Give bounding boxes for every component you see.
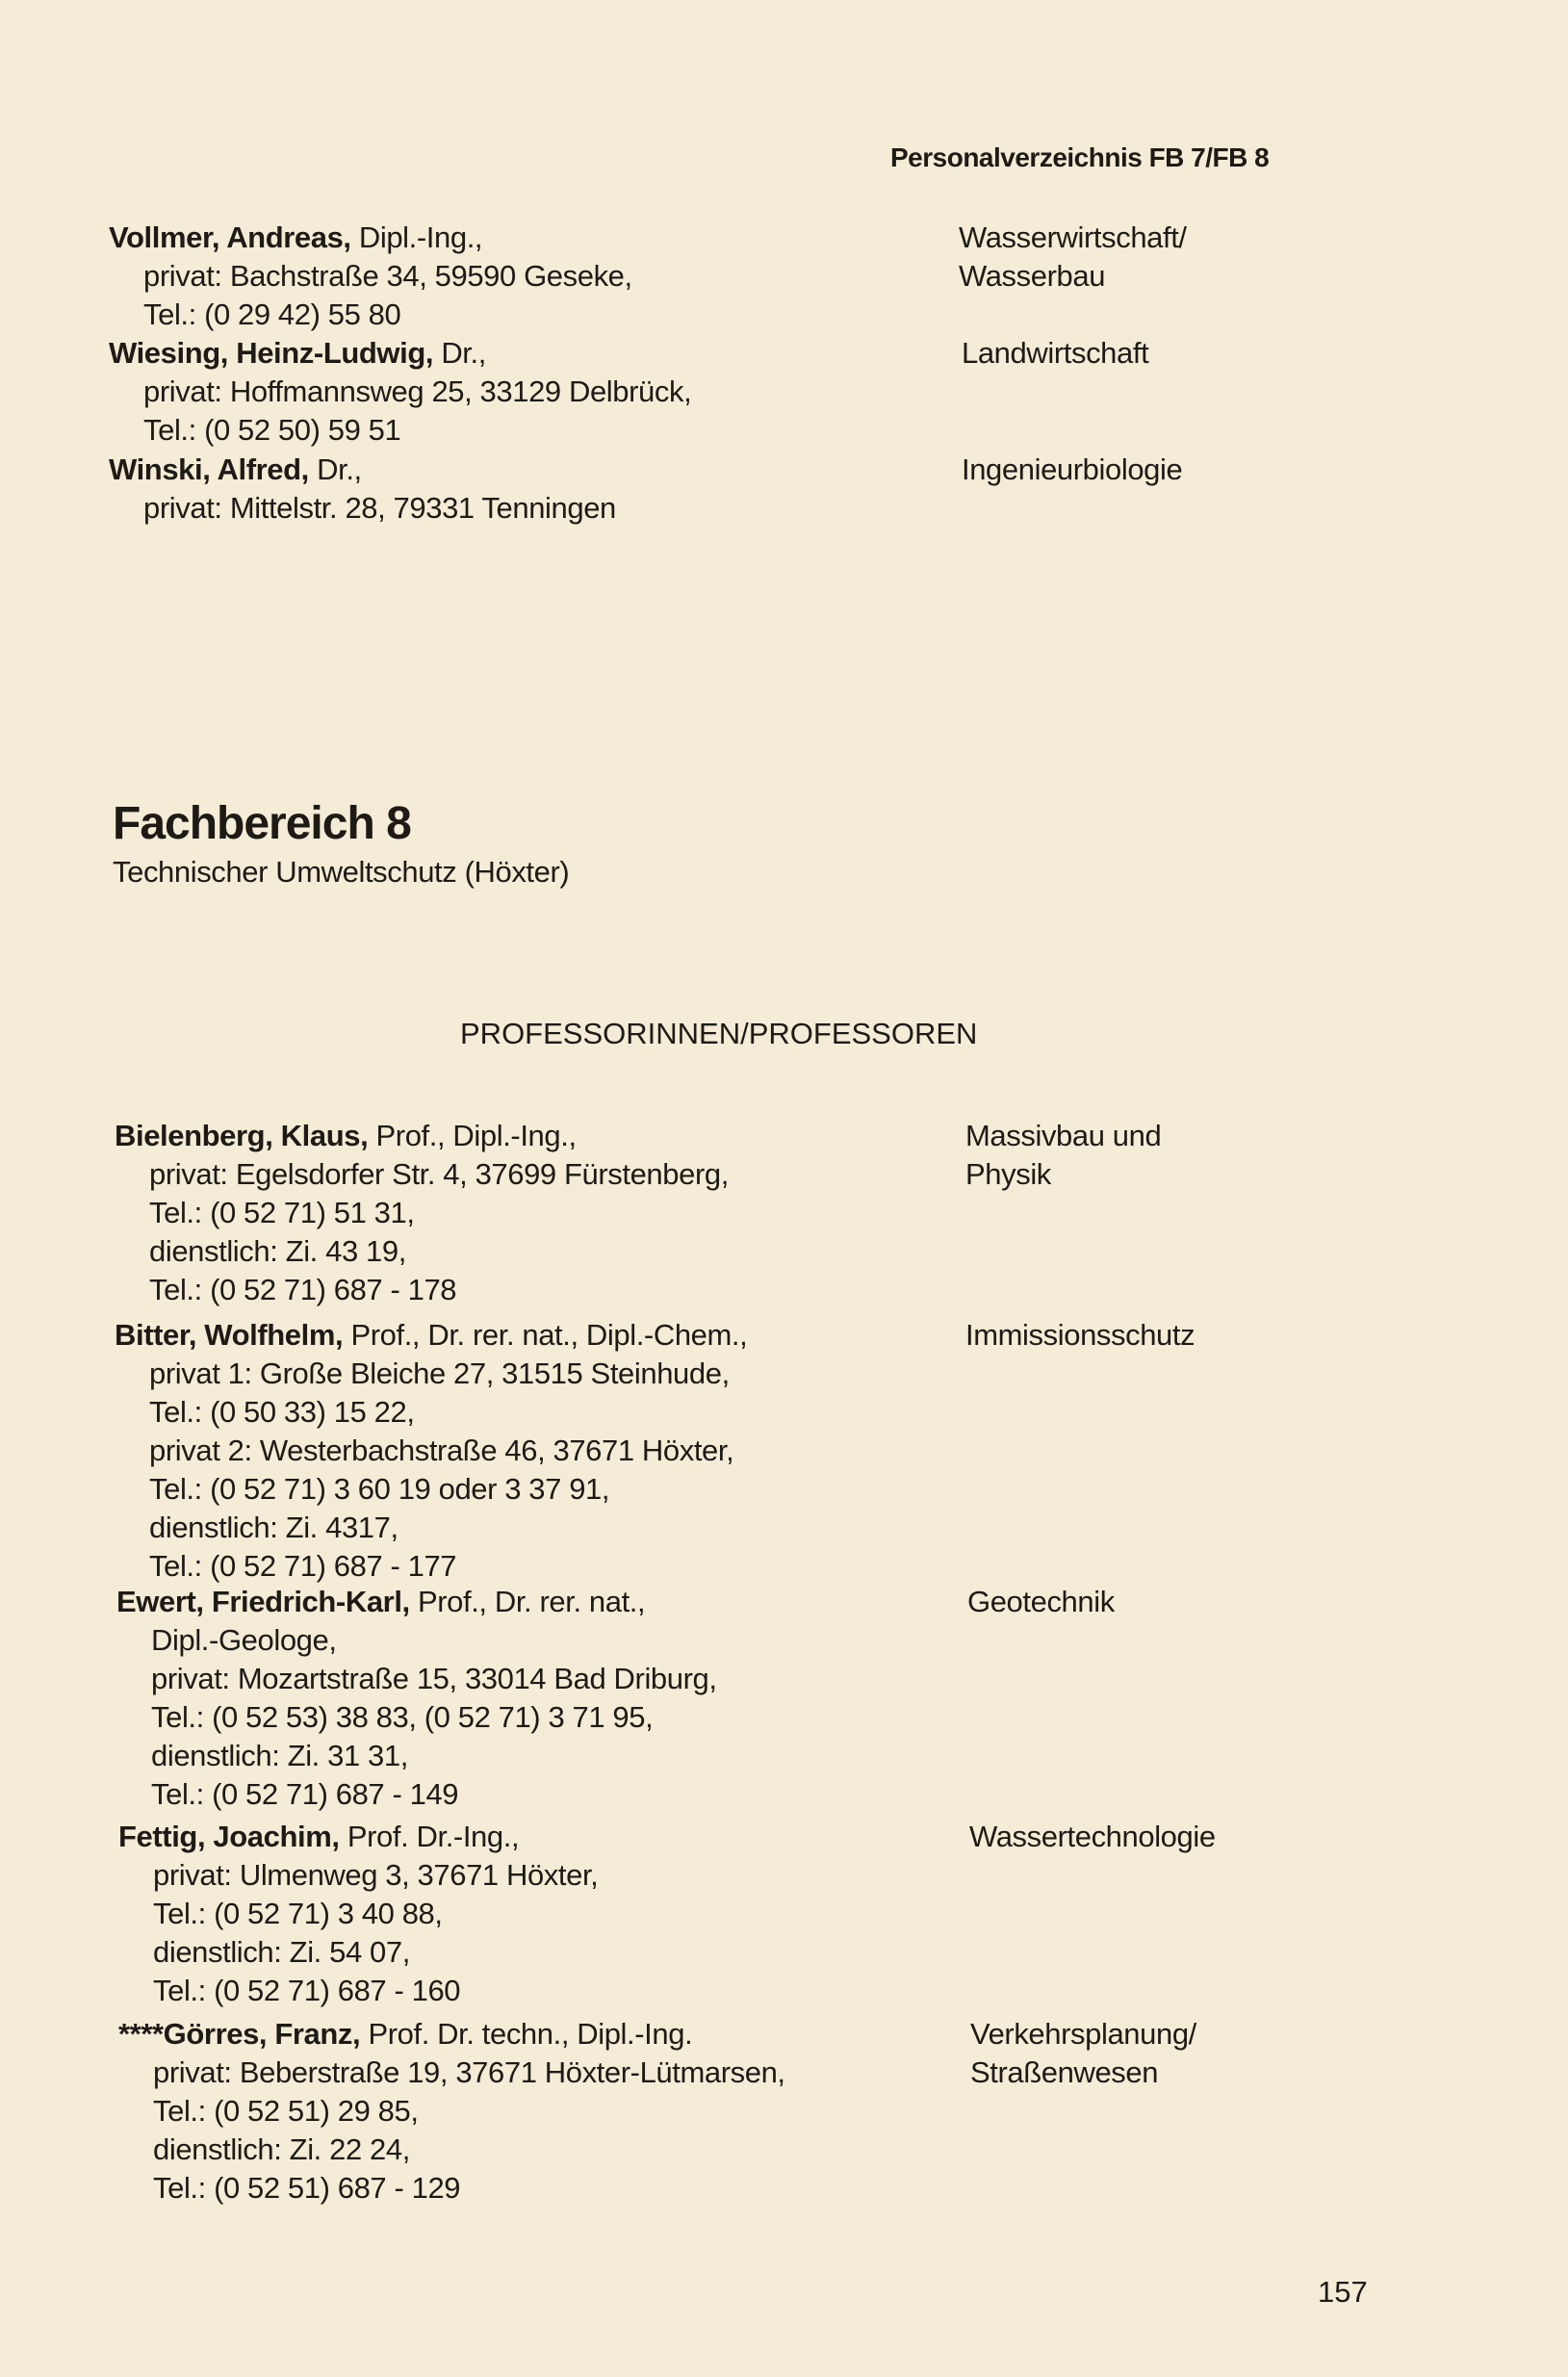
page-number: 157	[1318, 2275, 1368, 2309]
entry-name-line: Ewert, Friedrich-Karl, Prof., Dr. rer. nat.,	[116, 1585, 646, 1618]
entry-line: privat: Beberstraße 19, 37671 Höxter-Lütmarsen,	[153, 2055, 785, 2089]
entry-field-line: Verkehrsplanung/	[970, 2017, 1196, 2051]
entry-line: Tel.: (0 52 71) 3 60 19 oder 3 37 91,	[149, 1472, 610, 1506]
entry-given-name: Klaus,	[280, 1119, 369, 1152]
entry-address-block	[115, 1316, 747, 1586]
entry-field	[959, 219, 1187, 296]
entry-field	[962, 334, 1148, 373]
entry-line: dienstlich: Zi. 43 19,	[149, 1234, 406, 1268]
entry-line: dienstlich: Zi. 4317,	[149, 1511, 398, 1544]
entry-line: dienstlich: Zi. 31 31,	[151, 1739, 408, 1772]
entry-prefix: ****	[118, 2017, 164, 2051]
entry-address-block	[109, 219, 632, 334]
entry-line: privat: Mittelstr. 28, 79331 Tenningen	[143, 491, 616, 525]
entry-name-line: Bielenberg, Klaus, Prof., Dipl.-Ing.,	[115, 1119, 577, 1152]
entry-title: Dr.,	[433, 336, 486, 370]
entry-line: dienstlich: Zi. 54 07,	[153, 1935, 410, 1969]
entry-line: Dipl.-Geologe,	[151, 1623, 337, 1657]
entry-field-line: Wasserwirtschaft/	[959, 220, 1187, 254]
entry-field	[965, 1117, 1161, 1194]
entry-title: Dipl.-Ing.,	[350, 220, 483, 254]
entry-given-name: Andreas,	[226, 220, 351, 254]
entry-surname: Görres	[163, 2017, 259, 2051]
entry-line: Tel.: (0 52 71) 687 - 149	[151, 1777, 459, 1811]
entry-field-line: Landwirtschaft	[962, 336, 1149, 370]
entry-field	[969, 1818, 1216, 1856]
entry-line: Tel.: (0 52 71) 687 - 160	[153, 1974, 461, 2007]
entry-field-line: Physik	[965, 1157, 1051, 1191]
entry-surname: Ewert	[116, 1585, 196, 1618]
entry-field-line: Wasserbau	[959, 259, 1106, 293]
entry-field	[967, 1583, 1115, 1621]
entry-title: Prof. Dr.-Ing.,	[339, 1820, 520, 1853]
entry-line: privat: Mozartstraße 15, 33014 Bad Driburg,	[151, 1662, 717, 1695]
entry-given-name: Alfred,	[217, 452, 309, 486]
entry-surname: Winski	[109, 452, 203, 486]
entry-line: Tel.: (0 52 71) 3 40 88,	[153, 1897, 443, 1930]
entry-address-block	[118, 1818, 598, 2010]
entry-field-line: Massivbau und	[965, 1119, 1162, 1152]
entry-line: Tel.: (0 52 50) 59 51	[143, 413, 401, 447]
section-subtitle: Technischer Umweltschutz (Höxter)	[113, 855, 570, 889]
entry-line: privat 1: Große Bleiche 27, 31515 Steinhude,	[149, 1356, 730, 1390]
entry-line: privat 2: Westerbachstraße 46, 37671 Höxter,	[149, 1434, 734, 1467]
entry-field-line: Straßenwesen	[970, 2055, 1159, 2089]
entry-line: privat: Ulmenweg 3, 37671 Höxter,	[153, 1858, 599, 1892]
entry-surname: Vollmer	[109, 220, 212, 254]
entry-name-line: Bitter, Wolfhelm, Prof., Dr. rer. nat., Dipl.-Chem.,	[115, 1318, 748, 1352]
entry-given-name: Joachim,	[213, 1820, 340, 1853]
entry-address-block	[116, 1583, 717, 1814]
entry-address-block	[118, 2015, 785, 2208]
entry-address-block	[109, 334, 691, 450]
entry-title: Dr.,	[308, 452, 362, 486]
entry-line: Tel.: (0 50 33) 15 22,	[149, 1395, 415, 1429]
entry-line: Tel.: (0 52 51) 687 - 129	[153, 2171, 461, 2205]
entry-line: Tel.: (0 29 42) 55 80	[143, 297, 401, 331]
entry-given-name: Franz,	[274, 2017, 361, 2051]
entry-field	[965, 1316, 1195, 1355]
entry-address-block	[109, 451, 616, 528]
entry-address-block	[115, 1117, 729, 1309]
group-heading: PROFESSORINNEN/PROFESSOREN	[460, 1017, 978, 1050]
entry-line: Tel.: (0 52 51) 29 85,	[153, 2094, 419, 2128]
entry-line: privat: Egelsdorfer Str. 4, 37699 Fürstenberg,	[149, 1157, 729, 1191]
entry-field	[962, 451, 1182, 489]
entry-surname: Wiesing	[109, 336, 220, 370]
section-title: Fachbereich 8	[113, 798, 411, 849]
entry-surname: Bielenberg	[115, 1119, 266, 1152]
entry-line: privat: Hoffmannsweg 25, 33129 Delbrück,	[143, 375, 692, 408]
entry-given-name: Wolfhelm,	[204, 1318, 344, 1352]
entry-name-line: ****Görres, Franz, Prof. Dr. techn., Dipl.-Ing.	[118, 2017, 693, 2051]
entry-field-line: Geotechnik	[967, 1585, 1115, 1618]
entry-name-line: Vollmer, Andreas, Dipl.-Ing.,	[109, 220, 483, 254]
entry-given-name: Heinz-Ludwig,	[236, 336, 434, 370]
entry-given-name: Friedrich-Karl,	[211, 1585, 410, 1618]
entry-title: Prof., Dr. rer. nat., Dipl.-Chem.,	[343, 1318, 748, 1352]
entry-name-line: Fettig, Joachim, Prof. Dr.-Ing.,	[118, 1820, 520, 1853]
entry-line: dienstlich: Zi. 22 24,	[153, 2132, 410, 2166]
entry-line: Tel.: (0 52 71) 51 31,	[149, 1196, 415, 1229]
entry-title: Prof., Dr. rer. nat.,	[409, 1585, 646, 1618]
entry-line: privat: Bachstraße 34, 59590 Geseke,	[143, 259, 632, 293]
entry-title: Prof. Dr. techn., Dipl.-Ing.	[360, 2017, 693, 2051]
entry-line: Tel.: (0 52 71) 687 - 178	[149, 1273, 457, 1306]
entry-line: Tel.: (0 52 71) 687 - 177	[149, 1549, 457, 1583]
entry-field-line: Immissionsschutz	[965, 1318, 1195, 1352]
entry-name-line: Winski, Alfred, Dr.,	[109, 452, 362, 486]
entry-name-line: Wiesing, Heinz-Ludwig, Dr.,	[109, 336, 486, 370]
entry-field-line: Ingenieurbiologie	[962, 452, 1183, 486]
running-header: Personalverzeichnis FB 7/FB 8	[890, 142, 1270, 172]
entry-title: Prof., Dipl.-Ing.,	[368, 1119, 577, 1152]
entry-line: Tel.: (0 52 53) 38 83, (0 52 71) 3 71 95,	[151, 1700, 654, 1734]
entry-surname: Fettig	[118, 1820, 197, 1853]
entry-surname: Bitter	[115, 1318, 189, 1352]
entry-field	[970, 2015, 1196, 2092]
entry-field-line: Wassertechnologie	[969, 1820, 1216, 1853]
